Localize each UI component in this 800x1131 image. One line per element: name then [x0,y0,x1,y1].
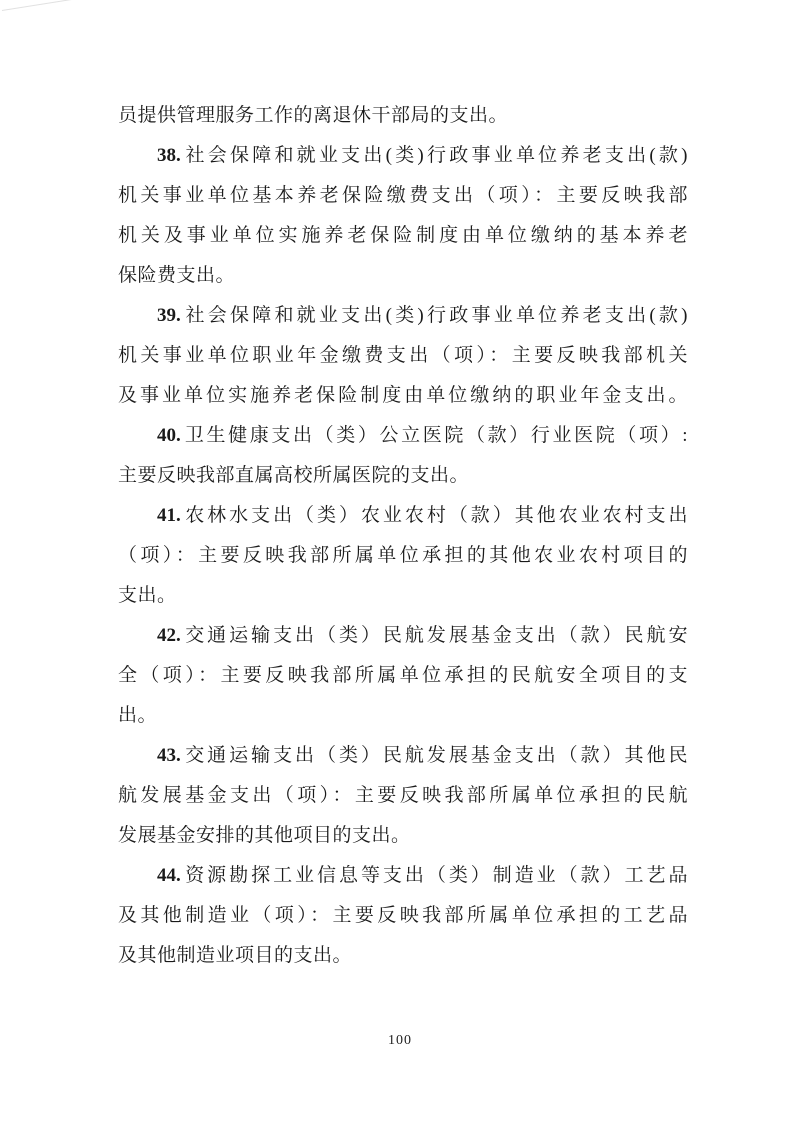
line-text: （项）：主要反映我部所属单位承担的其他农业农村项目的 [118,545,688,566]
line-text: 支出。 [118,585,177,606]
line-text: 发展基金安排的其他项目的支出。 [118,825,411,846]
text-line [118,176,688,216]
line-text: 保险费支出。 [118,265,236,286]
line-text: 及其他制造业项目的支出。 [118,945,353,966]
line-text: 机关事业单位基本养老保险缴费支出（项）：主要反映我部 [118,185,688,206]
paragraph [118,96,688,136]
line-text: 及其他制造业（项）：主要反映我部所属单位承担的工艺品 [118,905,688,926]
paragraph [118,416,688,496]
line-text: 员提供管理服务工作的离退休干部局的支出。 [118,105,509,126]
paragraph [118,856,688,976]
line-text: 出。 [118,705,158,726]
item-number: 40. [157,425,181,446]
page-number: 100 [388,1033,412,1048]
text-line [118,936,688,976]
item-number: 42. [157,625,181,646]
text-line [118,336,688,376]
text-line [118,616,688,656]
item-number: 43. [157,745,181,766]
text-line [118,896,688,936]
paragraph [118,616,688,736]
text-line [118,696,688,736]
line-text: 机关及事业单位实施养老保险制度由单位缴纳的基本养老 [118,225,688,246]
text-line [118,576,688,616]
text-block [118,96,688,976]
text-line [118,376,688,416]
line-text: 社会保障和就业支出(类)行政事业单位养老支出(款) [182,145,688,166]
line-text: 航发展基金支出（项）：主要反映我部所属单位承担的民航 [118,785,688,806]
item-number: 44. [157,865,181,886]
text-line [118,536,688,576]
line-text: 农林水支出（类）农业农村（款）其他农业农村支出 [182,505,688,526]
text-line [118,736,688,776]
text-line [118,496,688,536]
line-text: 及事业单位实施养老保险制度由单位缴纳的职业年金支出。 [118,385,688,406]
item-number: 38. [157,145,181,166]
line-text: 社会保障和就业支出(类)行政事业单位养老支出(款) [182,305,688,326]
item-number: 41. [157,505,181,526]
text-line [118,776,688,816]
text-line [118,256,688,296]
text-line [118,96,688,136]
line-text: 主要反映我部直属高校所属医院的支出。 [118,465,470,486]
line-text: 交通运输支出（类）民航发展基金支出（款）其他民 [182,745,688,766]
text-line [118,856,688,896]
text-line [118,136,688,176]
text-line [118,296,688,336]
line-text: 交通运输支出（类）民航发展基金支出（款）民航安 [182,625,688,646]
line-text: 资源勘探工业信息等支出（类）制造业（款）工艺品 [182,865,688,886]
text-line [118,656,688,696]
scan-artifact-line [2,0,81,11]
text-line [118,816,688,856]
paragraph [118,296,688,416]
line-text: 全（项）：主要反映我部所属单位承担的民航安全项目的支 [118,665,688,686]
line-text: 卫生健康支出（类）公立医院（款）行业医院（项）: [182,425,688,446]
text-line [118,416,688,456]
paragraph [118,136,688,296]
line-text: 机关事业单位职业年金缴费支出（项）：主要反映我部机关 [118,345,688,366]
item-number: 39. [157,305,181,326]
paragraph [118,496,688,616]
paragraph [118,736,688,856]
text-line [118,456,688,496]
text-line [118,216,688,256]
